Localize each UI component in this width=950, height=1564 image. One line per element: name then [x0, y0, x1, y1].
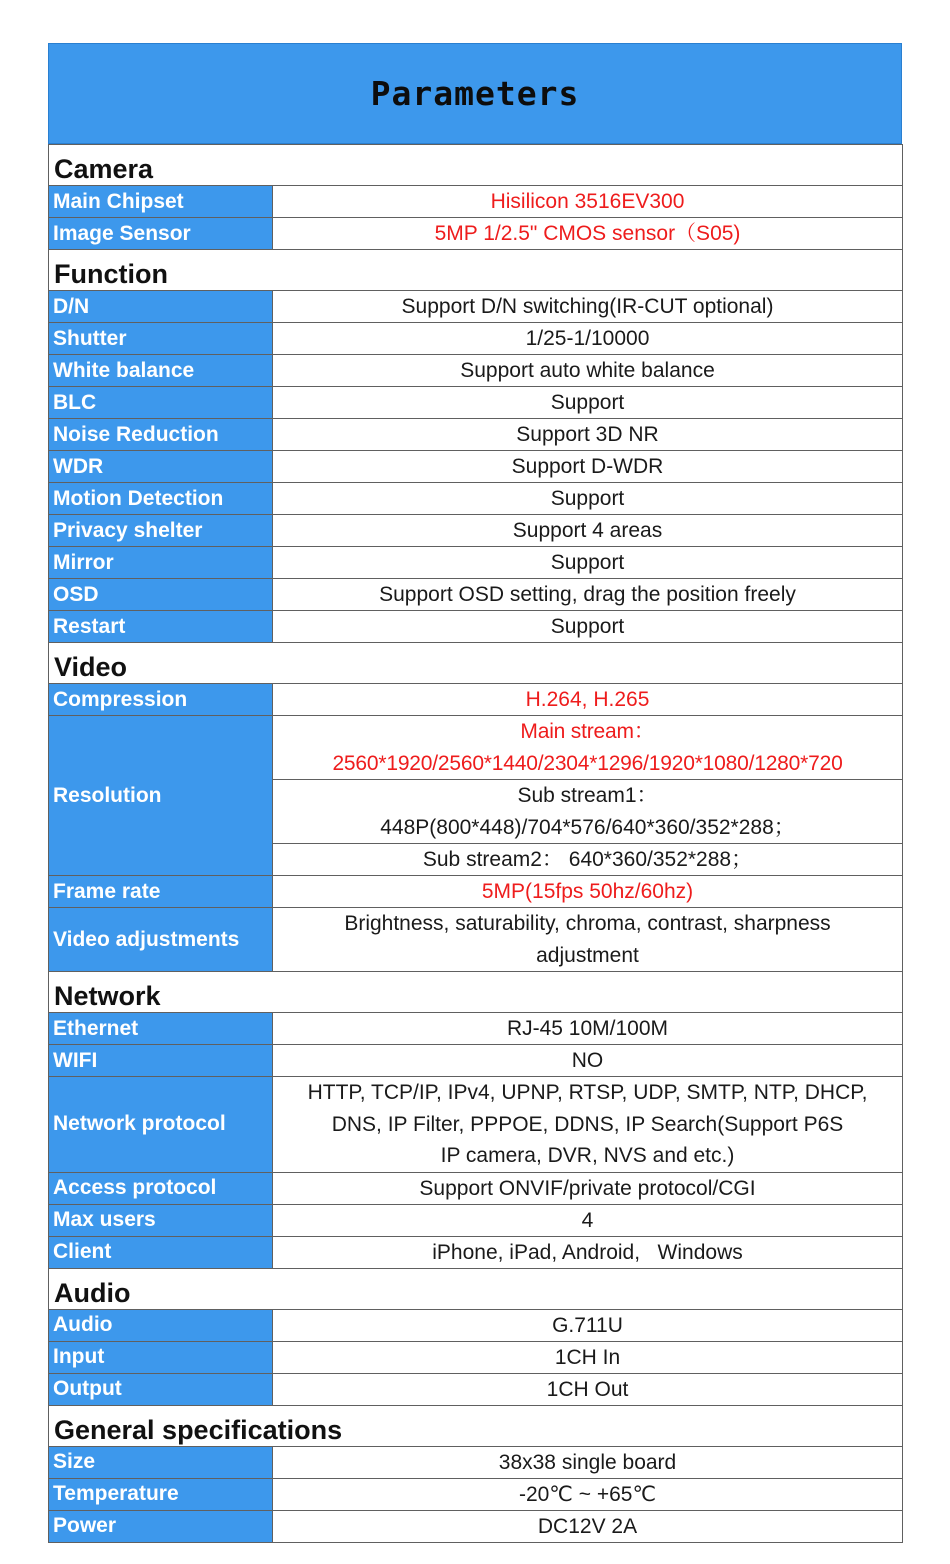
parameters-sheet: [48, 43, 902, 1543]
spec-row-access-protocol: [49, 1172, 903, 1204]
spec-row-audio: [49, 1309, 903, 1341]
spec-label: Main Chipset: [49, 186, 273, 218]
spec-label: Frame rate: [49, 876, 273, 908]
spec-row-wifi: [49, 1045, 903, 1077]
section-row-camera: [49, 145, 903, 186]
main-stream-resolutions: 2560*1920/2560*1440/2304*1296/1920*1080/1280*720: [332, 751, 843, 775]
spec-value: 1/25-1/10000: [273, 323, 903, 355]
spec-row-osd: [49, 579, 903, 611]
spec-label: Video adjustments: [49, 908, 273, 972]
section-heading-camera: Camera: [49, 145, 903, 186]
spec-label: Shutter: [49, 323, 273, 355]
protocol-line-2: DNS, IP Filter, PPPOE, DDNS, IP Search(Support P6S: [331, 1112, 844, 1136]
protocol-line-1: HTTP, TCP/IP, IPv4, UPNP, RTSP, UDP, SMTP, NTP, DHCP,: [307, 1081, 868, 1104]
spec-label: Restart: [49, 611, 273, 643]
spec-row-temperature: [49, 1478, 903, 1510]
spec-row-network-protocol: [49, 1077, 903, 1173]
spec-value: RJ-45 10M/100M: [273, 1013, 903, 1045]
spec-label: Ethernet: [49, 1013, 273, 1045]
spec-label: Network protocol: [49, 1077, 273, 1173]
spec-row-resolution-main: [49, 716, 903, 780]
spec-value: 5MP(15fps 50hz/60hz): [273, 876, 903, 908]
spec-label: Size: [49, 1446, 273, 1478]
spec-row-shutter: [49, 323, 903, 355]
spec-label: Output: [49, 1373, 273, 1405]
spec-label: White balance: [49, 355, 273, 387]
main-stream-heading: Main stream：: [520, 720, 655, 743]
spec-label: OSD: [49, 579, 273, 611]
spec-label: D/N: [49, 291, 273, 323]
spec-label: Temperature: [49, 1478, 273, 1510]
spec-row-dn: [49, 291, 903, 323]
spec-row-client: [49, 1236, 903, 1268]
section-row-function: [49, 250, 903, 291]
spec-value: Support OSD setting, drag the position freely: [273, 579, 903, 611]
spec-value: 38x38 single board: [273, 1446, 903, 1478]
spec-value: Support auto white balance: [273, 355, 903, 387]
sub-stream1-resolutions: 448P(800*448)/704*576/640*360/352*288；: [380, 815, 795, 839]
spec-row-size: [49, 1446, 903, 1478]
spec-value-main-stream: [273, 716, 903, 780]
spec-row-mirror: [49, 547, 903, 579]
spec-label: Audio: [49, 1309, 273, 1341]
spec-value-sub-stream1: [273, 780, 903, 844]
spec-value: [273, 1077, 903, 1173]
section-row-audio: [49, 1268, 903, 1309]
spec-label: Motion Detection: [49, 483, 273, 515]
section-heading-video: Video: [49, 643, 903, 684]
spec-row-main-chipset: [49, 186, 903, 218]
adjustments-line-1: Brightness, saturability, chroma, contrast, sharpness: [344, 912, 831, 935]
spec-label: Input: [49, 1341, 273, 1373]
spec-value: -20℃ ~ +65℃: [273, 1478, 903, 1510]
spec-label: WIFI: [49, 1045, 273, 1077]
spec-row-noise-reduction: [49, 419, 903, 451]
spec-value: 1CH Out: [273, 1373, 903, 1405]
spec-value: Support D-WDR: [273, 451, 903, 483]
protocol-line-3: IP camera, DVR, NVS and etc.): [440, 1144, 735, 1167]
spec-value: [273, 908, 903, 972]
spec-row-compression: [49, 684, 903, 716]
spec-value: DC12V 2A: [273, 1510, 903, 1542]
spec-value: 1CH In: [273, 1341, 903, 1373]
spec-label: WDR: [49, 451, 273, 483]
spec-row-ethernet: [49, 1013, 903, 1045]
spec-table: [48, 144, 903, 1543]
spec-row-power: [49, 1510, 903, 1542]
section-row-video: [49, 643, 903, 684]
section-heading-general: General specifications: [49, 1405, 903, 1446]
spec-value: Support D/N switching(IR-CUT optional): [273, 291, 903, 323]
section-heading-network: Network: [49, 972, 903, 1013]
spec-label: Image Sensor: [49, 218, 273, 250]
spec-value: 4: [273, 1204, 903, 1236]
spec-row-white-balance: [49, 355, 903, 387]
spec-row-image-sensor: [49, 218, 903, 250]
spec-value: G.711U: [273, 1309, 903, 1341]
spec-label: Max users: [49, 1204, 273, 1236]
spec-value: Support ONVIF/private protocol/CGI: [273, 1172, 903, 1204]
spec-value: Support 3D NR: [273, 419, 903, 451]
spec-label: Access protocol: [49, 1172, 273, 1204]
title-banner: [48, 43, 902, 144]
spec-row-privacy-shelter: [49, 515, 903, 547]
spec-label: Client: [49, 1236, 273, 1268]
section-row-network: [49, 972, 903, 1013]
spec-row-wdr: [49, 451, 903, 483]
spec-value: iPhone, iPad, Android, Windows: [273, 1236, 903, 1268]
spec-row-max-users: [49, 1204, 903, 1236]
spec-row-output: [49, 1373, 903, 1405]
spec-label: BLC: [49, 387, 273, 419]
spec-row-frame-rate: [49, 876, 903, 908]
spec-value-sub-stream2: Sub stream2： 640*360/352*288；: [273, 844, 903, 876]
spec-value: Support: [273, 611, 903, 643]
spec-label: Compression: [49, 684, 273, 716]
spec-value: Support: [273, 547, 903, 579]
spec-label: Mirror: [49, 547, 273, 579]
spec-row-restart: [49, 611, 903, 643]
spec-value: H.264, H.265: [273, 684, 903, 716]
spec-row-input: [49, 1341, 903, 1373]
sub-stream1-heading: Sub stream1：: [517, 784, 658, 807]
spec-value: Hisilicon 3516EV300: [273, 186, 903, 218]
section-heading-function: Function: [49, 250, 903, 291]
spec-label: Privacy shelter: [49, 515, 273, 547]
spec-value: Support 4 areas: [273, 515, 903, 547]
adjustments-line-2: adjustment: [536, 943, 639, 967]
spec-value: Support: [273, 483, 903, 515]
spec-row-blc: [49, 387, 903, 419]
spec-value: NO: [273, 1045, 903, 1077]
page-title: Parameters: [370, 74, 580, 113]
spec-value: 5MP 1/2.5" CMOS sensor（S05): [273, 218, 903, 250]
spec-label: Power: [49, 1510, 273, 1542]
spec-row-motion-detection: [49, 483, 903, 515]
spec-value: Support: [273, 387, 903, 419]
section-heading-audio: Audio: [49, 1268, 903, 1309]
section-row-general: [49, 1405, 903, 1446]
spec-label: Resolution: [49, 716, 273, 876]
spec-row-video-adjustments: [49, 908, 903, 972]
spec-label: Noise Reduction: [49, 419, 273, 451]
